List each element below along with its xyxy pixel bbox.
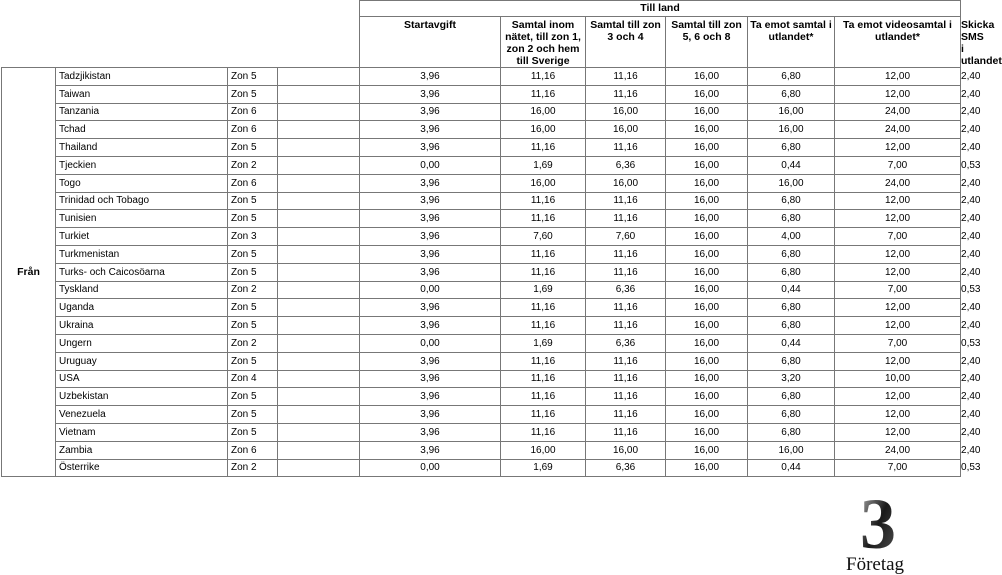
zone-cell: Zon 5 (228, 317, 278, 335)
price-cell: 16,00 (586, 121, 666, 139)
price-cell: 16,00 (501, 441, 586, 459)
price-cell: 16,00 (666, 423, 748, 441)
price-cell: 16,00 (666, 210, 748, 228)
price-cell: 3,96 (360, 423, 501, 441)
price-cell: 16,00 (666, 352, 748, 370)
col-header-zon-3-4: Samtal till zon 3 och 4 (586, 17, 666, 68)
table-row: Togo Zon 6 3,96 16,00 16,00 16,00 16,00 24,00 2,40 (2, 174, 961, 192)
price-cell: 0,00 (360, 334, 501, 352)
price-cell: 16,00 (666, 441, 748, 459)
price-cell: 11,16 (501, 210, 586, 228)
price-cell: 10,00 (835, 370, 961, 388)
country-cell: Taiwan (56, 85, 228, 103)
price-cell: 0,44 (748, 459, 835, 477)
country-cell: Venezuela (56, 406, 228, 424)
price-cell: 16,00 (748, 441, 835, 459)
price-cell: 11,16 (501, 352, 586, 370)
price-cell: 11,16 (586, 299, 666, 317)
country-cell: Ukraina (56, 317, 228, 335)
zone-cell: Zon 5 (228, 406, 278, 424)
price-cell: 16,00 (666, 317, 748, 335)
price-cell: 3,96 (360, 245, 501, 263)
price-cell: 11,16 (586, 192, 666, 210)
zone-cell: Zon 6 (228, 103, 278, 121)
price-cell: 3,96 (360, 121, 501, 139)
price-cell: 16,00 (666, 334, 748, 352)
price-cell: 12,00 (835, 263, 961, 281)
price-cell: 7,00 (835, 228, 961, 246)
table-row: Venezuela Zon 5 3,96 11,16 11,16 16,00 6,80 12,00 2,40 (2, 406, 961, 424)
table-row: Taiwan Zon 5 3,96 11,16 11,16 16,00 6,80 12,00 2,40 (2, 85, 961, 103)
country-cell: Zambia (56, 441, 228, 459)
price-cell: 16,00 (666, 156, 748, 174)
table-row: Ungern Zon 2 0,00 1,69 6,36 16,00 0,44 7,00 0,53 (2, 334, 961, 352)
price-cell: 0,00 (360, 281, 501, 299)
price-cell: 12,00 (835, 406, 961, 424)
col-header-ta-emot-samtal: Ta emot samtal i utlandet* (748, 17, 835, 68)
table-row: Österrike Zon 2 0,00 1,69 6,36 16,00 0,44 7,00 0,53 (2, 459, 961, 477)
price-cell: 11,16 (586, 388, 666, 406)
price-cell: 3,20 (748, 370, 835, 388)
country-cell: Tjeckien (56, 156, 228, 174)
price-cell: 16,00 (586, 174, 666, 192)
price-cell: 16,00 (666, 68, 748, 86)
price-cell: 1,69 (501, 459, 586, 477)
zone-cell: Zon 2 (228, 334, 278, 352)
table-row: Från Tadzjikistan Zon 5 3,96 11,16 11,16 16,00 6,80 12,00 2,40 (2, 68, 961, 86)
price-cell: 16,00 (666, 174, 748, 192)
zone-cell: Zon 5 (228, 352, 278, 370)
price-cell: 11,16 (586, 423, 666, 441)
fran-label: Från (2, 68, 56, 477)
country-cell: Uruguay (56, 352, 228, 370)
price-cell: 12,00 (835, 85, 961, 103)
zone-cell: Zon 5 (228, 245, 278, 263)
price-cell: 16,00 (748, 103, 835, 121)
price-cell: 16,00 (666, 192, 748, 210)
country-cell: Ungern (56, 334, 228, 352)
price-cell: 6,80 (748, 388, 835, 406)
zone-cell: Zon 5 (228, 85, 278, 103)
price-cell: 16,00 (666, 139, 748, 157)
zone-cell: Zon 6 (228, 441, 278, 459)
table-row: Tchad Zon 6 3,96 16,00 16,00 16,00 16,00 24,00 2,40 (2, 121, 961, 139)
price-cell: 3,96 (360, 210, 501, 228)
price-cell: 16,00 (748, 121, 835, 139)
price-cell: 11,16 (501, 423, 586, 441)
price-cell: 16,00 (501, 121, 586, 139)
zone-cell: Zon 5 (228, 299, 278, 317)
country-cell: Tchad (56, 121, 228, 139)
country-cell: Turks- och Caicosöarna (56, 263, 228, 281)
price-cell: 6,80 (748, 139, 835, 157)
price-cell: 1,69 (501, 156, 586, 174)
logo-text: Företag (846, 554, 905, 575)
price-cell: 24,00 (835, 441, 961, 459)
price-cell: 1,69 (501, 281, 586, 299)
price-cell: 0,44 (748, 156, 835, 174)
price-cell: 11,16 (501, 192, 586, 210)
table-row: Vietnam Zon 5 3,96 11,16 11,16 16,00 6,80 12,00 2,40 (2, 423, 961, 441)
price-cell: 11,16 (501, 68, 586, 86)
zone-cell: Zon 5 (228, 263, 278, 281)
price-cell: 12,00 (835, 68, 961, 86)
price-cell: 11,16 (586, 139, 666, 157)
price-cell: 7,00 (835, 281, 961, 299)
price-cell: 11,16 (501, 406, 586, 424)
price-cell: 3,96 (360, 68, 501, 86)
price-cell: 6,80 (748, 406, 835, 424)
country-cell: Tadzjikistan (56, 68, 228, 86)
price-cell: 11,16 (586, 245, 666, 263)
price-cell: 3,96 (360, 352, 501, 370)
zone-cell: Zon 5 (228, 139, 278, 157)
price-cell: 7,00 (835, 156, 961, 174)
price-cell: 12,00 (835, 139, 961, 157)
price-cell: 6,80 (748, 423, 835, 441)
zone-cell: Zon 3 (228, 228, 278, 246)
price-cell: 16,00 (748, 174, 835, 192)
country-cell: Vietnam (56, 423, 228, 441)
country-cell: Thailand (56, 139, 228, 157)
price-cell: 3,96 (360, 174, 501, 192)
price-cell: 6,80 (748, 352, 835, 370)
zone-cell: Zon 4 (228, 370, 278, 388)
price-cell: 11,16 (586, 352, 666, 370)
col-header-zon-5-6-8: Samtal till zon 5, 6 och 8 (666, 17, 748, 68)
price-cell: 16,00 (666, 406, 748, 424)
zone-cell: Zon 2 (228, 281, 278, 299)
price-cell: 12,00 (835, 245, 961, 263)
till-land-header: Till land (360, 1, 961, 17)
price-cell: 11,16 (586, 210, 666, 228)
price-cell: 0,44 (748, 281, 835, 299)
table-row: Tjeckien Zon 2 0,00 1,69 6,36 16,00 0,44 7,00 0,53 (2, 156, 961, 174)
price-cell: 3,96 (360, 370, 501, 388)
price-cell: 24,00 (835, 121, 961, 139)
price-cell: 3,96 (360, 228, 501, 246)
zone-cell: Zon 5 (228, 68, 278, 86)
price-cell: 24,00 (835, 103, 961, 121)
price-cell: 11,16 (501, 139, 586, 157)
logo-numeral: 3 (860, 484, 896, 564)
price-cell: 12,00 (835, 352, 961, 370)
table-row: Turkmenistan Zon 5 3,96 11,16 11,16 16,00 6,80 12,00 2,40 (2, 245, 961, 263)
price-cell: 3,96 (360, 192, 501, 210)
table-row: Uzbekistan Zon 5 3,96 11,16 11,16 16,00 6,80 12,00 2,40 (2, 388, 961, 406)
price-cell: 16,00 (586, 103, 666, 121)
country-cell: Österrike (56, 459, 228, 477)
zone-cell: Zon 2 (228, 156, 278, 174)
zone-cell: Zon 5 (228, 423, 278, 441)
price-cell: 6,36 (586, 334, 666, 352)
price-cell: 6,36 (586, 156, 666, 174)
zone-cell: Zon 5 (228, 388, 278, 406)
price-cell: 16,00 (666, 370, 748, 388)
table-row: Tunisien Zon 5 3,96 11,16 11,16 16,00 6,80 12,00 2,40 (2, 210, 961, 228)
price-cell: 7,00 (835, 459, 961, 477)
price-cell: 3,96 (360, 299, 501, 317)
price-cell: 3,96 (360, 388, 501, 406)
price-cell: 11,16 (586, 85, 666, 103)
price-cell: 11,16 (501, 245, 586, 263)
price-cell: 7,00 (835, 334, 961, 352)
price-cell: 16,00 (666, 121, 748, 139)
price-cell: 6,80 (748, 68, 835, 86)
table-row: USA Zon 4 3,96 11,16 11,16 16,00 3,20 10,00 2,40 (2, 370, 961, 388)
price-cell: 11,16 (586, 317, 666, 335)
price-cell: 1,69 (501, 334, 586, 352)
price-cell: 0,00 (360, 459, 501, 477)
price-cell: 16,00 (666, 388, 748, 406)
country-cell: Uganda (56, 299, 228, 317)
price-cell: 16,00 (501, 174, 586, 192)
price-cell: 11,16 (501, 85, 586, 103)
price-cell: 16,00 (666, 263, 748, 281)
col-header-samtal-inom-natet: Samtal inom nätet, till zon 1, zon 2 och hem till Sverige (501, 17, 586, 68)
table-row: Thailand Zon 5 3,96 11,16 11,16 16,00 6,80 12,00 2,40 (2, 139, 961, 157)
price-cell: 6,80 (748, 210, 835, 228)
zone-cell: Zon 5 (228, 210, 278, 228)
country-cell: Turkmenistan (56, 245, 228, 263)
price-cell: 6,80 (748, 263, 835, 281)
col-header-startavgift: Startavgift (360, 17, 501, 68)
price-cell: 6,80 (748, 245, 835, 263)
col-header-ta-emot-videosamtal: Ta emot videosamtal i utlandet* (835, 17, 961, 68)
price-cell: 6,80 (748, 85, 835, 103)
zone-cell: Zon 6 (228, 174, 278, 192)
zone-cell: Zon 5 (228, 192, 278, 210)
table-row: Turks- och Caicosöarna Zon 5 3,96 11,16 11,16 16,00 6,80 12,00 2,40 (2, 263, 961, 281)
price-cell: 12,00 (835, 423, 961, 441)
table-row: Zambia Zon 6 3,96 16,00 16,00 16,00 16,00 24,00 2,40 (2, 441, 961, 459)
country-cell: Trinidad och Tobago (56, 192, 228, 210)
price-cell: 11,16 (501, 299, 586, 317)
price-cell: 16,00 (586, 441, 666, 459)
country-cell: Togo (56, 174, 228, 192)
table-row: Uganda Zon 5 3,96 11,16 11,16 16,00 6,80 12,00 2,40 (2, 299, 961, 317)
price-cell: 16,00 (666, 459, 748, 477)
price-cell: 16,00 (666, 103, 748, 121)
price-cell: 3,96 (360, 103, 501, 121)
price-cell: 3,96 (360, 139, 501, 157)
price-cell: 11,16 (501, 370, 586, 388)
zone-cell: Zon 6 (228, 121, 278, 139)
price-cell: 3,96 (360, 263, 501, 281)
price-cell: 0,44 (748, 334, 835, 352)
price-cell: 6,36 (586, 281, 666, 299)
price-cell: 12,00 (835, 210, 961, 228)
price-cell: 16,00 (666, 299, 748, 317)
price-cell: 11,16 (586, 406, 666, 424)
price-cell: 4,00 (748, 228, 835, 246)
country-cell: Tanzania (56, 103, 228, 121)
price-cell: 24,00 (835, 174, 961, 192)
price-cell: 6,36 (586, 459, 666, 477)
table-row: Uruguay Zon 5 3,96 11,16 11,16 16,00 6,80 12,00 2,40 (2, 352, 961, 370)
price-cell: 16,00 (501, 103, 586, 121)
price-cell: 11,16 (501, 317, 586, 335)
table-row: Tanzania Zon 6 3,96 16,00 16,00 16,00 16,00 24,00 2,40 (2, 103, 961, 121)
price-cell: 3,96 (360, 85, 501, 103)
price-cell: 11,16 (586, 370, 666, 388)
price-cell: 3,96 (360, 441, 501, 459)
price-cell: 16,00 (666, 281, 748, 299)
zone-cell: Zon 2 (228, 459, 278, 477)
price-cell: 6,80 (748, 299, 835, 317)
country-cell: Uzbekistan (56, 388, 228, 406)
price-cell: 3,96 (360, 317, 501, 335)
price-cell: 16,00 (666, 85, 748, 103)
country-cell: Tyskland (56, 281, 228, 299)
price-table: Till land Startavgift Samtal inom nätet, till zon 1, zon 2 och hem till Sverige Samtal till zon 3 och 4 Samtal till zon 5, 6 och 8 Ta emot samtal i utlandet* Ta emot videosamtal i utlandet* Skicka SMS i utlandet Från Tadzjikistan Zon 5 3,96 11,16 11,16 16,00 6,80 12,00 2,40 Taiwan Zon 5 3,96 11,16 11,16 16,00 6,80 12,00 2,40 Tanzania Zon 6 3,96 16,00 16,00 16,00 16,00 24,00 2,40 Tchad Zon 6 3,96 16,00 16,00 16,00 16,00 24,00 2,40 Thailand Zon 5 3,96 11,16 11,16 16,00 6,80 12,00 2,40 Tjeckien Zon 2 0,00 1,69 6,36 16,00 0,44 7,00 0,53 Togo Zon 6 3,96 16,00 16,00 16,00 16,00 24,00 2,40 Trinidad och Tobago Zon 5 3,96 11,16 11,16 16,00 6,80 12,00 2,40 Tunisien Zon 5 3,96 11,16 11,16 16,00 6,80 12,00 2,40 Turkiet Zon 3 3,96 7,60 7,60 16,00 4,00 7,00 2,40 Turkmenistan Zon 5 3,96 11,16 11,16 16,00 6,80 12,00 2,40 Turks- och Caicosöarna Zon 5 3,96 11,16 11,16 16,00 6,80 12,00 2,40 Tyskland Zon 2 0,00 1,69 6,36 16,00 0,44 7,00 0,53 Uganda Zon 5 3,96 11,16 11,16 16,00 6,80 12,00 2,40 Ukraina Zon 5 3,96 11,16 11,16 16,00 6,80 12,00 2,40 Ungern Zon 2 0,00 1,69 6,36 16,00 0,44 7,00 0,53 Uruguay Zon 5 3,96 11,16 11,16 16,00 6,80 12,00 2,40 USA Zon 4 3,96 11,16 11,16 16,00 3,20 10,00 2,40 Uzbekistan Zon 5 3,96 11,16 11,16 16,00 6,80 12,00 2,40 Venezuela Zon 5 3,96 11,16 11,16 16,00 6,80 12,00 2,40 Vietnam Zon 5 3,96 11,16 11,16 16,00 6,80 12,00 2,40 Zambia Zon 6 3,96 16,00 16,00 16,00 16,00 24,00 2,40 Österrike Zon 2 0,00 1,69 6,36 16,00 0,44 7,00 0,53 (1, 0, 961, 477)
price-cell: 16,00 (666, 245, 748, 263)
country-cell: Turkiet (56, 228, 228, 246)
table-row: Tyskland Zon 2 0,00 1,69 6,36 16,00 0,44 7,00 0,53 (2, 281, 961, 299)
price-cell: 11,16 (501, 388, 586, 406)
price-cell: 11,16 (501, 263, 586, 281)
country-cell: USA (56, 370, 228, 388)
price-cell: 11,16 (586, 263, 666, 281)
price-cell: 0,00 (360, 156, 501, 174)
price-cell: 6,80 (748, 192, 835, 210)
price-cell: 3,96 (360, 406, 501, 424)
price-cell: 16,00 (666, 228, 748, 246)
tre-foretag-logo (838, 484, 918, 575)
price-cell: 7,60 (586, 228, 666, 246)
country-cell: Tunisien (56, 210, 228, 228)
price-cell: 7,60 (501, 228, 586, 246)
table-row: Turkiet Zon 3 3,96 7,60 7,60 16,00 4,00 7,00 2,40 (2, 228, 961, 246)
price-cell: 12,00 (835, 299, 961, 317)
price-cell: 12,00 (835, 192, 961, 210)
price-cell: 12,00 (835, 317, 961, 335)
price-cell: 6,80 (748, 317, 835, 335)
price-cell: 11,16 (586, 68, 666, 86)
price-cell: 12,00 (835, 388, 961, 406)
table-row: Trinidad och Tobago Zon 5 3,96 11,16 11,16 16,00 6,80 12,00 2,40 (2, 192, 961, 210)
table-row: Ukraina Zon 5 3,96 11,16 11,16 16,00 6,80 12,00 2,40 (2, 317, 961, 335)
